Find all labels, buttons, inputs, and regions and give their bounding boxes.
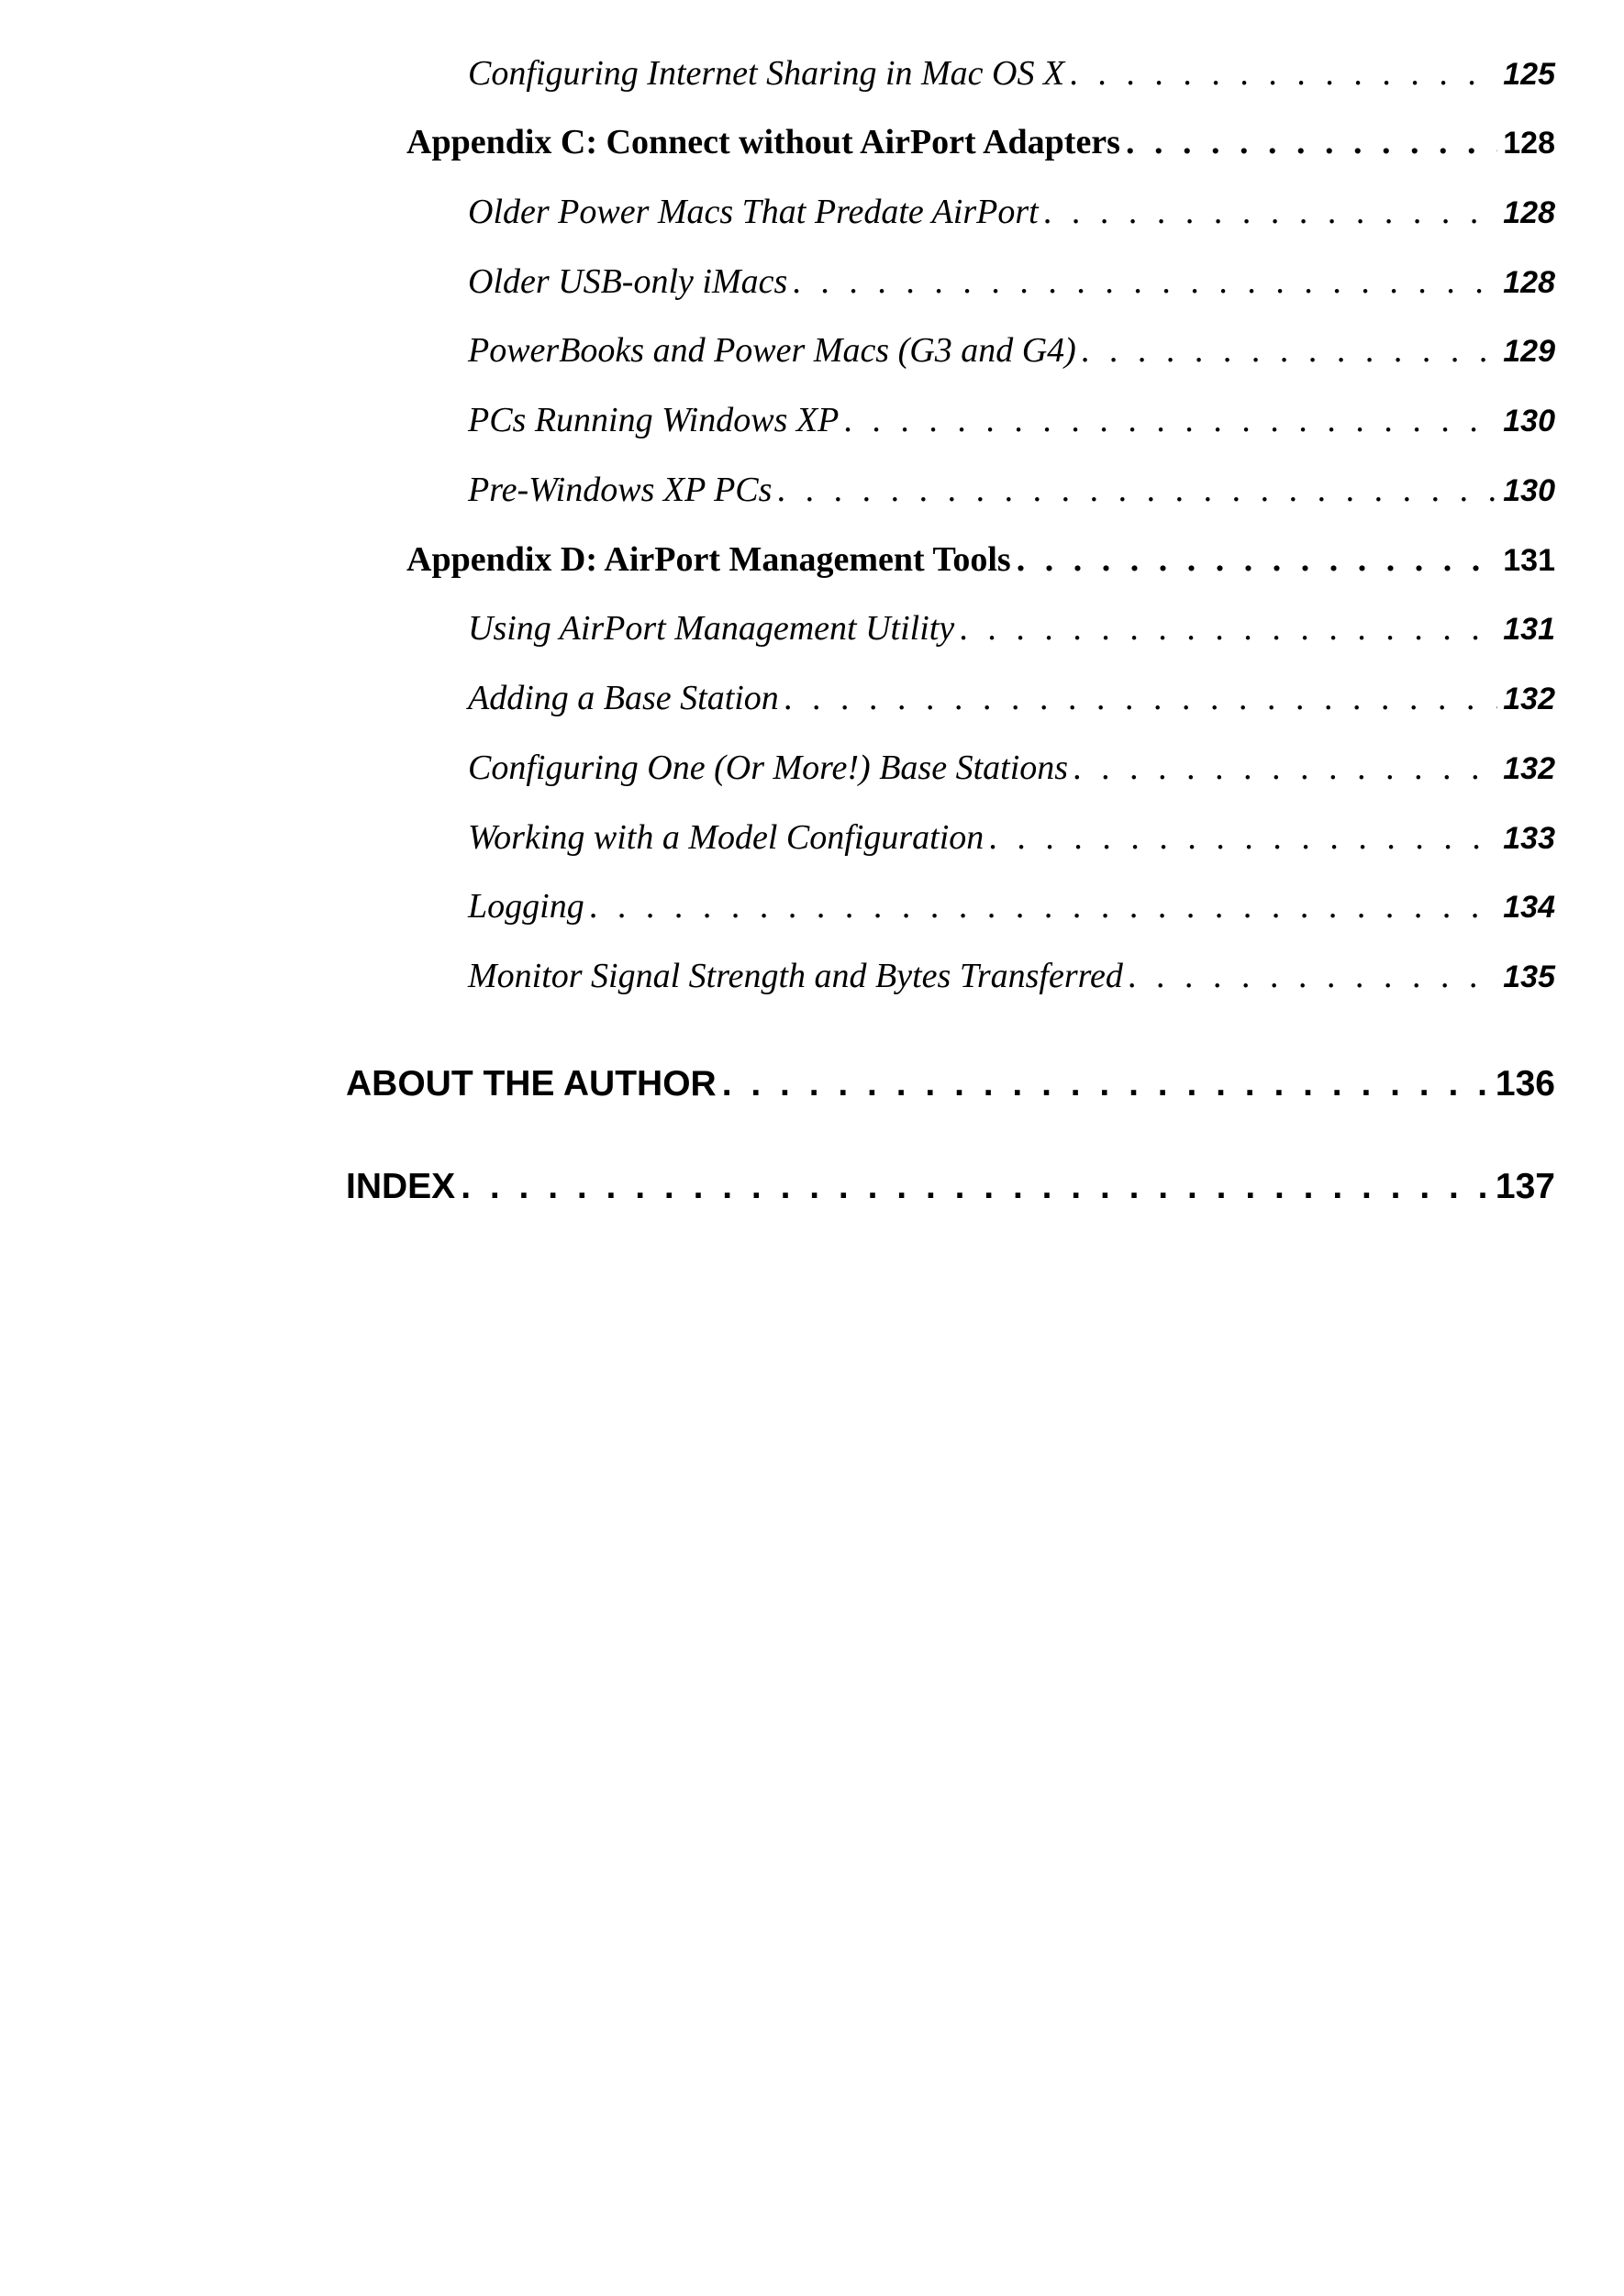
toc-entry-title: PowerBooks and Power Macs (G3 and G4) (468, 331, 1076, 370)
toc-entry-title: Using AirPort Management Utility (468, 609, 955, 648)
dot-leader (1126, 122, 1497, 162)
toc-entry-older-usb-imacs[interactable] (468, 261, 1555, 302)
toc-entry-older-power-macs[interactable] (468, 192, 1555, 232)
toc-entry-page: 129 (1503, 334, 1555, 369)
toc-entry-adding-base-station[interactable] (468, 678, 1555, 718)
toc-entry-title: Appendix D: AirPort Management Tools (406, 540, 1011, 579)
dot-leader (844, 400, 1497, 440)
toc-entry-page: 137 (1495, 1167, 1555, 1206)
toc-entry-configuring-internet-sharing[interactable] (468, 53, 1555, 94)
toc-entry-page: 131 (1503, 543, 1555, 578)
toc-entry-pre-windows-xp[interactable] (468, 470, 1555, 510)
toc-entry-monitor-signal-strength[interactable] (468, 956, 1555, 996)
toc-entry-appendix-d[interactable] (406, 539, 1555, 580)
toc-entry-title: Appendix C: Connect without AirPort Adapters (406, 123, 1120, 161)
dot-leader (722, 1064, 1490, 1104)
toc-entry-page: 135 (1503, 959, 1555, 994)
toc-entry-title: Logging (468, 887, 584, 926)
toc-entry-title: Older Power Macs That Predate AirPort (468, 193, 1039, 231)
toc-entry-page: 128 (1503, 265, 1555, 300)
toc-entry-title: Adding a Base Station (468, 679, 779, 717)
dot-leader (1070, 53, 1497, 94)
toc-entry-title: Pre-Windows XP PCs (468, 471, 773, 509)
toc-entry-page: 125 (1503, 57, 1555, 92)
dot-leader (461, 1167, 1490, 1207)
dot-leader (777, 470, 1497, 510)
toc-entry-index[interactable] (346, 1167, 1555, 1207)
toc-entry-page: 136 (1495, 1064, 1555, 1104)
toc-entry-configuring-base-stations[interactable] (468, 748, 1555, 788)
toc-entry-title: ABOUT THE AUTHOR (346, 1064, 717, 1104)
toc-entry-using-airport-management-utility[interactable] (468, 608, 1555, 649)
toc-entry-logging[interactable] (468, 886, 1555, 926)
dot-leader (989, 817, 1497, 858)
toc-entry-page: 130 (1503, 473, 1555, 508)
dot-leader (793, 261, 1497, 302)
dot-leader (1082, 330, 1497, 371)
toc-entry-title: Configuring One (Or More!) Base Stations (468, 749, 1069, 787)
dot-leader (590, 886, 1498, 926)
toc-entry-page: 133 (1503, 821, 1555, 856)
toc-entry-page: 134 (1503, 890, 1555, 925)
dot-leader (1044, 192, 1498, 232)
toc-entry-title: Configuring Internet Sharing in Mac OS X (468, 54, 1065, 93)
toc-entry-title: INDEX (346, 1167, 456, 1206)
toc-entry-title: Monitor Signal Strength and Bytes Transferred (468, 957, 1123, 995)
toc-entry-title: Older USB-only iMacs (468, 262, 788, 301)
dot-leader (784, 678, 1497, 718)
dot-leader (1017, 539, 1498, 580)
toc-entry-about-the-author[interactable] (346, 1064, 1555, 1104)
toc-entry-page: 131 (1503, 612, 1555, 647)
toc-entry-page: 132 (1503, 751, 1555, 786)
toc-entry-pcs-windows-xp[interactable] (468, 400, 1555, 440)
toc-entry-appendix-c[interactable] (406, 122, 1555, 162)
toc-entry-page: 132 (1503, 682, 1555, 716)
toc-entry-title: Working with a Model Configuration (468, 818, 984, 857)
dot-leader (1073, 748, 1497, 788)
toc-entry-powerbooks[interactable] (468, 330, 1555, 371)
toc-entry-title: PCs Running Windows XP (468, 401, 840, 439)
toc-entry-model-configuration[interactable] (468, 817, 1555, 858)
dot-leader (1129, 956, 1497, 996)
toc-entry-page: 130 (1503, 404, 1555, 438)
dot-leader (960, 608, 1497, 649)
toc-entry-page: 128 (1503, 195, 1555, 230)
toc-entry-page: 128 (1503, 126, 1555, 161)
